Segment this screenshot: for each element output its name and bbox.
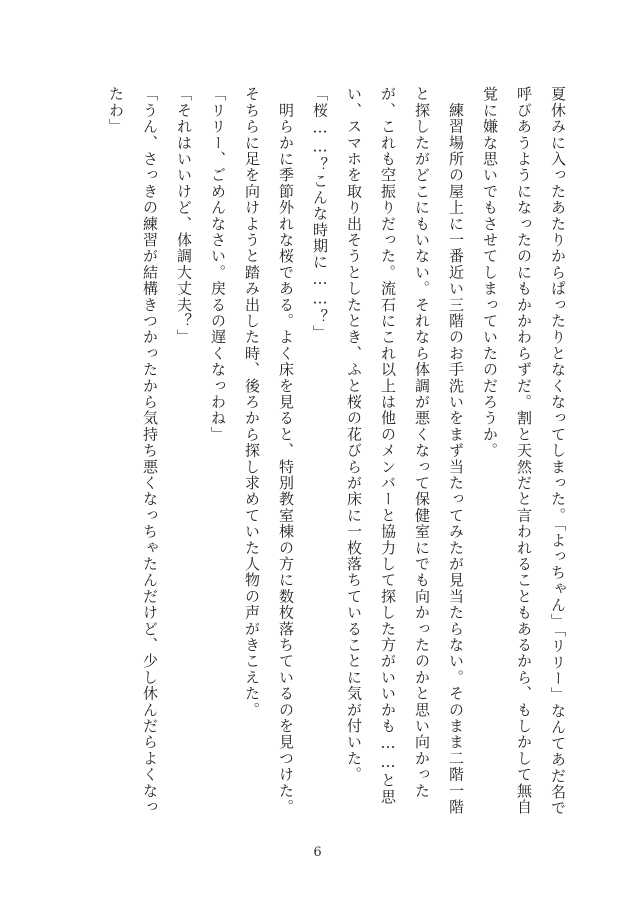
dialogue-line: 「桜……？こんな時期に……？」 (311, 86, 329, 341)
body-text (99, 86, 575, 821)
paragraph: 練習場所の屋上に一番近い三階のお手洗いをまず当たってみたが見当たらない。そのまま二階一階と探したがどこにもいない。それなら体調が悪くなって保健室にでも向かったのかと思い向かったが、これも空振りだった。流石にこれ以上は他のメンバーと協力して探した方がいいかも……と思い、スマホを取り出そうとしたとき、ふと桜の花びらが床に一枚落ちていることに気が付いた。 (345, 86, 465, 815)
dialogue-line: 「うん、さっきの練習が結構きつかったから気持ち悪くなっちゃたんだけど、少し休んだらよくなったわ」 (107, 86, 159, 815)
dialogue-line: 「リリー、ごめんなさい。戻るの遅くなっわね」 (209, 86, 227, 443)
dialogue-line: 「それはいいけど、体調大丈夫？」 (175, 86, 193, 346)
paragraph: 明らかに季節外れな桜である。よく床を見ると、特別教室棟の方に数枚落ちているのを見つけた。そちらに足を向けようと踏み出した時、後ろから探し求めていた人物の声がきこえた。 (243, 86, 295, 815)
page-number: 6 (313, 845, 322, 860)
paragraph: 夏休みに入ったあたりからぱったりとなくなってしまった。「よっちゃん」「リリー」なんてあだ名で呼びあうようになったのにもかかわらずだ。割と天然だと言われることもあるから、もしかして無自覚に嫌な思いでもさせてしまっていたのだろうか。 (481, 86, 567, 817)
